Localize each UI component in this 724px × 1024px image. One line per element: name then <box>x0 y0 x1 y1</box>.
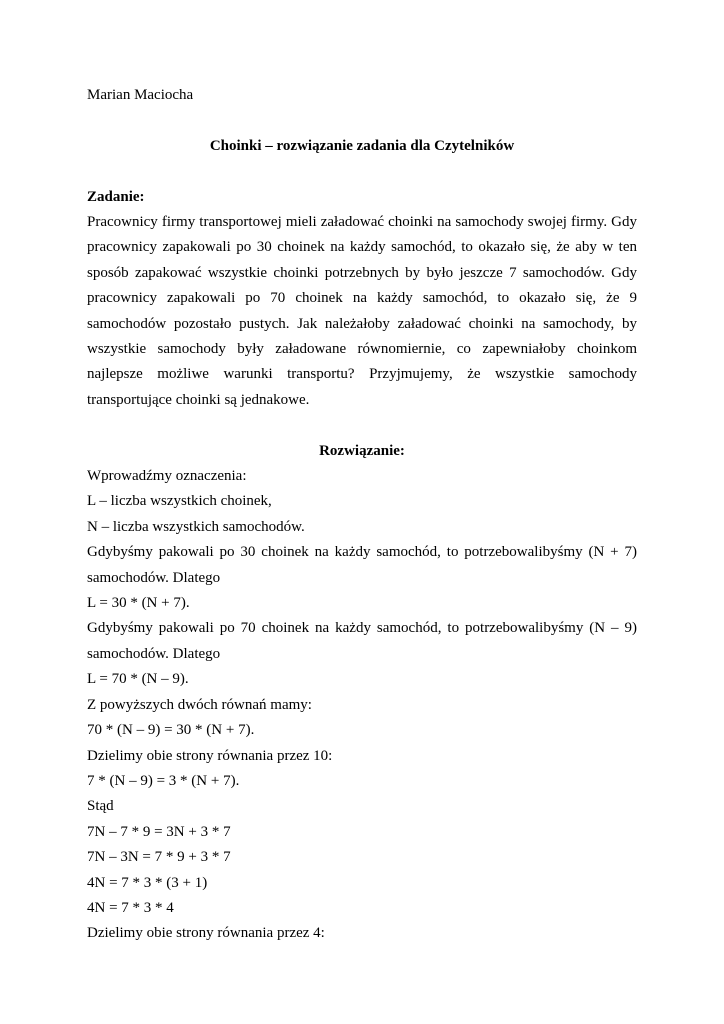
hence-text: Stąd <box>87 798 114 815</box>
divide-by-4-text: Dzielimy obie strony równania przez 4: <box>87 925 325 942</box>
divide-by-10-text: Dzielimy obie strony równania przez 10: <box>87 747 333 764</box>
definition-n: N – liczba wszystkich samochodów. <box>87 518 305 535</box>
blank-line <box>87 159 637 184</box>
blank-line <box>87 108 637 133</box>
solution-intro: Wprowadźmy oznaczenia: <box>87 468 247 485</box>
case-70-text: Gdybyśmy pakowali po 70 choinek na każdy samochód, to potrzebowalibyśmy (N – 9) samochodów. Dlatego <box>87 620 637 662</box>
combine-text: Z powyższych dwóch równań mamy: <box>87 696 312 713</box>
document-title: Choinki – rozwiązanie zadania dla Czytelników <box>209 137 515 154</box>
task-text: Pracownicy firmy transportowej mieli załadować choinki na samochody swojej firmy. Gdy pracownicy zapakowali po 30 choinek na każdy samochód, to okazało się, że aby w ten sposób zapakować wszystkie choinki potrzebnych by było jeszcze 7 samochodów. Gdy pracownicy zapakowali po 70 choinek na każdy samochód, to okazało się, że 9 samochodów pozostało pustych. Jak należałoby załadować choinki na samochody, by wszystkie samochody były załadowane równomiernie, co zapewniałoby choinkom najlepsze możliwe warunki transportu? Przyjmujemy, że wszystkie samochody transportujące choinki są jednakowe. <box>87 214 637 408</box>
equation-divided-10: 7 * (N – 9) = 3 * (N + 7). <box>87 772 240 789</box>
equation-70: L = 70 * (N – 9). <box>87 671 189 688</box>
equation-step-4: 4N = 7 * 3 * 4 <box>87 899 174 916</box>
definition-l: L – liczba wszystkich choinek, <box>87 493 272 510</box>
solution-heading: Rozwiązanie: <box>319 442 405 459</box>
equation-step-2: 7N – 3N = 7 * 9 + 3 * 7 <box>87 849 231 866</box>
equation-step-1: 7N – 7 * 9 = 3N + 3 * 7 <box>87 823 231 840</box>
case-30-text: Gdybyśmy pakowali po 30 choinek na każdy samochód, to potrzebowalibyśmy (N + 7) samochodów. Dlatego <box>87 544 637 586</box>
task-heading: Zadanie: <box>87 188 145 205</box>
author-name: Marian Maciocha <box>87 87 194 103</box>
equation-step-3: 4N = 7 * 3 * (3 + 1) <box>87 874 208 891</box>
equation-30: L = 30 * (N + 7). <box>87 595 190 612</box>
document-body <box>87 83 637 947</box>
blank-line <box>87 413 637 438</box>
equation-combined: 70 * (N – 9) = 30 * (N + 7). <box>87 722 255 739</box>
